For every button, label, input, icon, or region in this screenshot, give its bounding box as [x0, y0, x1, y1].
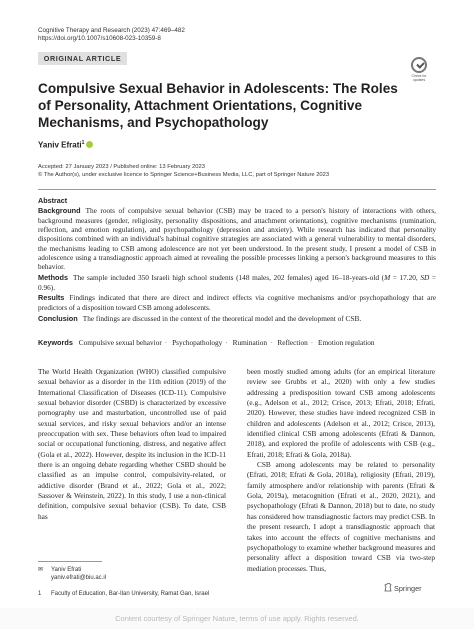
methods-text-a: The sample included 350 Israeli high school students (148 males, 202 females) aged 16–18-years-old ( — [73, 273, 385, 283]
abstract-section — [38, 196, 436, 324]
copyright-line: © The Author(s), under exclusive licence to Springer Science+Business Media, LLC, part of Springer Nature 2023 — [38, 172, 330, 178]
keyword[interactable]: Reflection — [277, 338, 308, 347]
results-label: Results — [38, 293, 65, 303]
journal-citation: Cognitive Therapy and Research (2023) 47:469–482 — [38, 27, 185, 34]
corresponding-name: Yaniv Efrati — [51, 567, 82, 573]
keyword-separator: · — [164, 338, 168, 347]
orcid-icon[interactable] — [86, 141, 93, 148]
article-type-badge: ORIGINAL ARTICLE — [38, 52, 127, 65]
background-text: The roots of compulsive sexual behavior (CSB) may be traced to a person's history of interactions with others, background measures (gender, religiosity, personality dispositions, and attachment orientations), cognitive mechanisms (rumination, reflection, and emotion regulation), and psychopathology (depression and anxiety). While research has indicated that personality dispositions combined with an individual's habitual cognitive strategies are associated with a general vulnerability to mental disorders, the mechanisms leading to CSB among adolescence are not yet been understood. In the present study, I present a model of CSB in adolescence using a transdiagnostic approach aimed at revealing the possible processes linking a person's background measures to this behavior. — [38, 206, 436, 272]
abstract-methods — [38, 273, 436, 292]
publisher-logo — [384, 583, 422, 593]
envelope-icon: ✉ — [38, 567, 44, 573]
doi-link[interactable]: https://doi.org/10.1007/s10608-023-10359-8 — [38, 35, 161, 43]
author-name[interactable]: Yaniv Efrati — [38, 140, 82, 150]
keyword[interactable]: Emotion regulation — [318, 338, 375, 347]
body-paragraph: CSB among adolescents may be related to personality (Efrati, 2018; Efrati & Gola, 2018a), religiosity (Efrati, 2019), family atmosphere and/or relationship with parents (Efrati & Gola, 2019a), metacognition (Efrati et al., 2020, 2021), and psychopathology (Efrati & Dannon, 2018) but to date, no study has considered how transdiagnostic factors may predict CSB. In the present research, I adopt a transdiagnostic approach that takes into account the effects of cognitive mechanisms and psychopathology to examine whether background measures and personality affect a disposition toward CSB via two-step mediation processes. Thus, — [247, 460, 435, 573]
check-updates-label: Check for updates — [411, 74, 427, 82]
author-email-link[interactable]: yaniv.efrati@biu.ac.il — [51, 575, 107, 581]
methods-label: Methods — [38, 273, 68, 283]
methods-text-b: = 17.20, — [390, 273, 418, 283]
body-right-column — [247, 367, 435, 574]
journal-header — [38, 27, 185, 43]
keyword[interactable]: Psychopathology — [172, 338, 223, 347]
article-dates — [38, 163, 329, 179]
body-paragraph: The World Health Organization (WHO) classified compulsive sexual behavior as a disorder in the 11th edition (2019) of the International Classification of Diseases (ICD-11). Compulsive sexual behavior disorder (CSBD) is characterized by excessive pornography use and masturbation, uncontrolled use of paid sexual services, and risky sexual behaviors and/or an intense preoccupation with sex. These behaviors often lead to impaired social or occupational functioning, distress, and negative affect (Gola et al., 2022). However, despite its inclusion in the ICD-11 there is an ongoing debate regarding whether CSBD should be classified as an impulse control, compulsivity-related, or addictive disorder (Brand et al., 2022; Gola et al., 2022; Sassover & Weinstein, 2022). In this study, I use a non-clinical definition, compulsive sexual behavior (CSB). To date, CSB has — [38, 367, 226, 521]
methods-text-c: = 0.96). — [38, 273, 436, 292]
methods-mean-symbol: M — [384, 273, 391, 283]
check-updates-icon — [411, 57, 427, 73]
footnote-divider — [38, 561, 102, 562]
corresponding-author — [38, 566, 226, 582]
body-left-column — [38, 367, 226, 522]
author-affil-sup: 1 — [81, 140, 85, 146]
springer-horse-icon — [384, 583, 392, 592]
abstract-heading: Abstract — [38, 196, 68, 205]
keywords-label: Keywords — [38, 338, 73, 347]
results-text: Findings indicated that there are direct and indirect effects via cognitive mechanisms and/or psychopathology that are predictors of a disposition toward CSB among adolescents. — [38, 293, 436, 312]
keywords-section — [38, 338, 436, 347]
keyword-separator: · — [225, 338, 228, 347]
abstract-results — [38, 293, 436, 312]
keyword-separator: · — [310, 338, 314, 347]
methods-sd-symbol: SD — [420, 273, 430, 283]
affiliation-text: Faculty of Education, Bar-Ilan University, Ramat Gan, Israel — [51, 591, 210, 597]
affiliation-footnote — [38, 590, 226, 598]
affiliation-number: 1 — [38, 591, 42, 597]
keyword[interactable]: Rumination — [232, 338, 268, 347]
abstract-conclusion — [38, 314, 436, 323]
divider-top — [38, 189, 436, 190]
author-line — [38, 140, 93, 150]
keyword-separator: · — [270, 338, 273, 347]
conclusion-text: The findings are discussed in the context of the theoretical model and the development of CSB. — [82, 313, 362, 323]
article-title: Compulsive Sexual Behavior in Adolescents: The Roles of Personality, Attachment Orientations, Cognitive Mechanisms, and Psychopathology — [38, 81, 398, 130]
keyword[interactable]: Compulsive sexual behavior — [78, 338, 162, 347]
content-courtesy-footer: Content courtesy of Springer Nature, terms of use apply. Rights reserved. — [0, 608, 474, 629]
publisher-name: Springer — [394, 584, 422, 593]
background-label: Background — [38, 206, 81, 216]
conclusion-label: Conclusion — [38, 313, 78, 323]
body-paragraph: been mostly studied among adults (for an empirical literature review see Grubbs et al., 2020) with only a few studies addressing a predisposition toward CSB among adolescents (e.g., Adelson et al., 2012; Crisce, 2013; Efrati, 2018; Efrati, 2020). However, these studies have indeed recognized CSB in children and adolescents (Adelson et al., 2012; Crisce, 2013), identified clinical CSB among adolescents (Efrati & Dannon, 2018), and explored the profile of adolescents with CSB (e.g., Efrati, 2018; Efrati & Gola, 2018a). — [247, 367, 435, 459]
abstract-background — [38, 206, 436, 271]
received-dates: Accepted: 27 January 2023 / Published online: 13 February 2023 — [38, 164, 205, 170]
